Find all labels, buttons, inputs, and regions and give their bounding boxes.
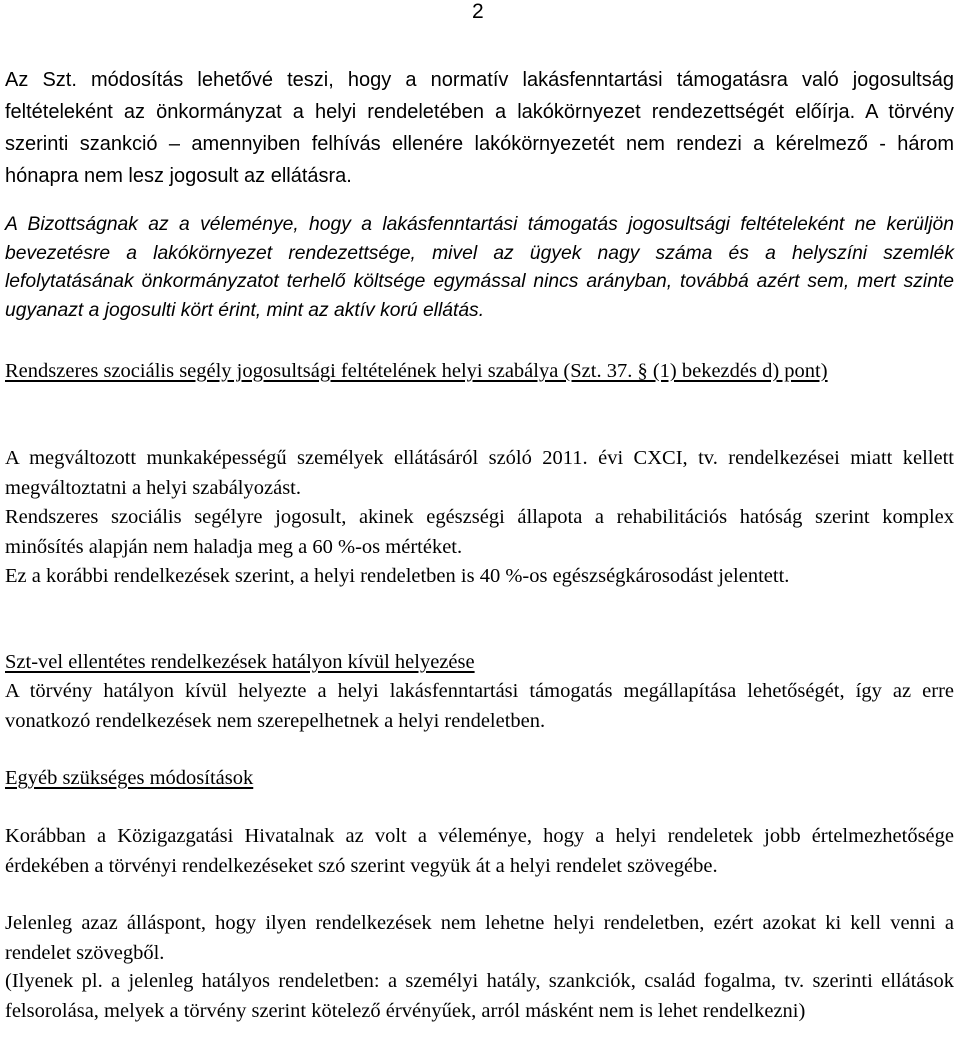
paragraph-repeal: A törvény hatályon kívül helyezte a helyi lakásfenntartási támogatás megállapítása lehetőségét, így az erre vonatkozó rendelkezések nem szerepelhetnek a helyi rendeletben. [5, 680, 954, 732]
heading-repeal: Szt-vel ellentétes rendelkezések hatályon kívül helyezése [5, 651, 475, 673]
paragraph-current-position: Jelenleg azaz álláspont, hogy ilyen rendelkezések nem lehetne helyi rendeletben, ezért azokat ki kell venni a rendelet szövegből. [5, 912, 954, 964]
page-number: 2 [472, 0, 484, 23]
paragraph-examples: (Ilyenek pl. a jelenleg hatályos rendeletben: a személyi hatály, szankciók, család fogalma, tv. szerinti ellátások felsorolása, melyek a törvény szerint kötelező érvényűek, arról másként nem is lehet rendelkezni) [5, 970, 954, 1022]
heading-other-modifications: Egyéb szükséges módosítások [5, 767, 254, 789]
paragraph-disability-act: A megváltozott munkaképességű személyek ellátásáról szóló 2011. évi CXCI, tv. rendelkezései miatt kellett megváltoztatni a helyi szabályozást. [5, 447, 954, 499]
paragraph-lot-condition: Az Szt. módosítás lehetővé teszi, hogy a normatív lakásfenntartási támogatásra való jogosultság feltételeként az önkormányzat a helyi rendeletében a lakókörnyezet rendezettségét előírja. A törvény szerinti szankció – amennyiben felhívás ellenére lakókörnyezetét nem rendezi a kérelmező - három hónapra nem lesz jogosult az ellátásra. [5, 69, 954, 187]
heading-regular-social-aid: Rendszeres szociális segély jogosultsági feltételének helyi szabálya (Szt. 37. § (1) bekezdés d) pont) [5, 360, 828, 382]
paragraph-eligibility: Rendszeres szociális segélyre jogosult, akinek egészségi állapota a rehabilitációs hatóság szerint komplex minősítés alapján nem haladja meg a 60 %-os mértéket. [5, 506, 954, 558]
paragraph-committee-opinion: A Bizottságnak az a véleménye, hogy a lakásfenntartási támogatás jogosultsági feltételeként ne kerüljön bevezetésre a lakókörnyezet rendezettsége, mivel az ügyek nagy száma és a helyszíni szemlék lefolytatásának önkormányzatot terhelő költsége egymással nincs arányban, továbbá azért sem, mert szinte ugyanazt a jogosulti kört érint, mint az aktív korú ellátás. [5, 214, 954, 321]
paragraph-previous-rule: Ez a korábbi rendelkezések szerint, a helyi rendeletben is 40 %-os egészségkárosodást jelentett. [5, 565, 790, 587]
paragraph-previous-opinion: Korábban a Közigazgatási Hivatalnak az volt a véleménye, hogy a helyi rendeletek jobb értelmezhetősége érdekében a törvényi rendelkezéseket szó szerint vegyük át a helyi rendelet szövegébe. [5, 825, 954, 877]
